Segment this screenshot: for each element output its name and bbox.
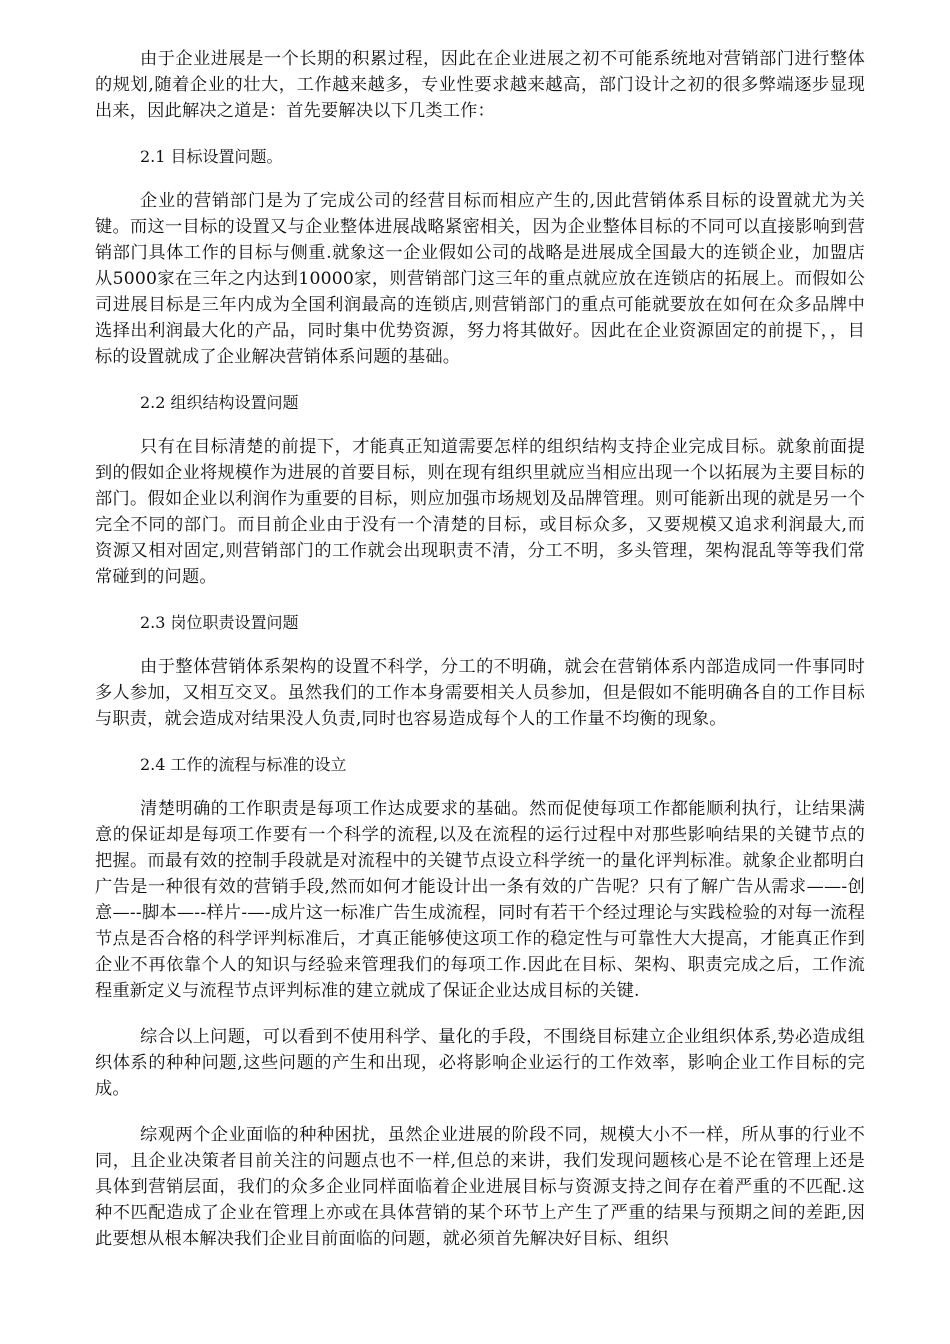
spacer	[95, 1102, 865, 1122]
section-heading-2-4: 2.4 工作的流程与标准的设立	[140, 755, 347, 774]
section-2-2-paragraph: 只有在目标清楚的前提下，才能真正知道需要怎样的组织结构支持企业完成目标。就象前面提到的假如企业将规模作为进展的首要目标，则在现有组织里就应当相应出现一个以拓展为主要目标的部门。假如企业以利润作为重要的目标，则应加强市场规划及品牌管理。则可能新出现的就是另一个完全不同的部门。而目前企业由于没有一个清楚的目标，或目标众多，又要规模又追求利润最大,而资源又相对固定,则营销部门的工作就会出现职责不清，分工不明，多头管理，架构混乱等等我们常常碰到的问题。	[95, 437, 865, 587]
spacer	[95, 732, 865, 752]
spacer	[95, 778, 865, 796]
section-2-3-paragraph: 由于整体营销体系架构的设置不科学，分工的不明确，就会在营销体系内部造成同一件事同时多人参加，又相互交叉。虽然我们的工作本身需要相关人员参加，但是假如不能明确各自的工作目标与职责，就会造成对结果没人负责,同时也容易造成每个人的工作量不均衡的现象。	[95, 657, 865, 729]
spacer	[95, 636, 865, 654]
section-2-1-paragraph: 企业的营销部门是为了完成公司的经营目标而相应产生的,因此营销体系目标的设置就尤为关键。而这一目标的设置又与企业整体进展战略紧密相关，因为企业整体目标的不同可以直接影响到营销部门具体工作的目标与侧重.就象这一企业假如公司的战略是进展成全国最大的连锁企业，加盟店从5000家在三年之内达到10000家，则营销部门这三年的重点就应放在连锁店的拓展上。而假如公司进展目标是三年内成为全国利润最高的连锁店,则营销部门的重点可能就要放在如何在众多品牌中选择出利润最大化的产品，同时集中优势资源，努力将其做好。因此在企业资源固定的前提下，，目标的设置就成了企业解决营销体系问题的基础。	[95, 191, 865, 367]
conclusion-paragraph: 综观两个企业面临的种种困扰，虽然企业进展的阶段不同，规模大小不一样，所从事的行业不同，且企业决策者目前关注的问题点也不一样,但总的来讲，我们发现问题核心是不论在管理上还是具体到营销层面，我们的众多企业同样面临着企业进展目标与资源支持之间存在着严重的不匹配.这种不匹配造成了企业在管理上亦或在具体营销的某个环节上产生了严重的结果与预期之间的差距,因此要想从根本解决我们企业目前面临的问题，就必须首先解决好目标、组织	[95, 1125, 865, 1249]
spacer	[95, 370, 865, 390]
spacer	[95, 590, 865, 610]
section-heading-2-1: 2.1 目标设置问题。	[140, 147, 283, 166]
spacer	[95, 1004, 865, 1024]
spacer	[95, 124, 865, 144]
summary-paragraph: 综合以上问题，可以看到不使用科学、量化的手段，不围绕目标建立企业组织体系,势必造成组织体系的种种问题,这些问题的产生和出现，必将影响企业运行的工作效率，影响企业工作目标的完成。	[95, 1027, 865, 1099]
intro-paragraph: 由于企业进展是一个长期的积累过程，因此在企业进展之初不可能系统地对营销部门进行整体的规划,随着企业的壮大，工作越来越多，专业性要求越来越高，部门设计之初的很多弊端逐步显现出来，因此解决之道是：首先要解决以下几类工作：	[95, 49, 865, 121]
section-heading-2-3: 2.3 岗位职责设置问题	[140, 613, 299, 632]
spacer	[95, 170, 865, 188]
spacer	[95, 416, 865, 434]
section-2-4-paragraph: 清楚明确的工作职责是每项工作达成要求的基础。然而促使每项工作都能顺利执行，让结果满意的保证却是每项工作要有一个科学的流程,以及在流程的运行过程中对那些影响结果的关键节点的把握。而最有效的控制手段就是对流程中的关键节点设立科学统一的量化评判标准。就象企业都明白广告是一种很有效的营销手段,然而如何才能设计出一条有效的广告呢？只有了解广告从需求——-创意—--脚本—--样片-—-成片这一标准广告生成流程，同时有若干个经过理论与实践检验的对每一流程节点是否合格的科学评判标准后，才真正能够使这项工作的稳定性与可靠性大大提高，才能真正作到企业不再依靠个人的知识与经验来管理我们的每项工作.因此在目标、架构、职责完成之后，工作流程重新定义与流程节点评判标准的建立就成了保证企业达成目标的关键.	[95, 799, 865, 1001]
section-heading-2-2: 2.2 组织结构设置问题	[140, 393, 299, 412]
document-page	[95, 46, 865, 1252]
